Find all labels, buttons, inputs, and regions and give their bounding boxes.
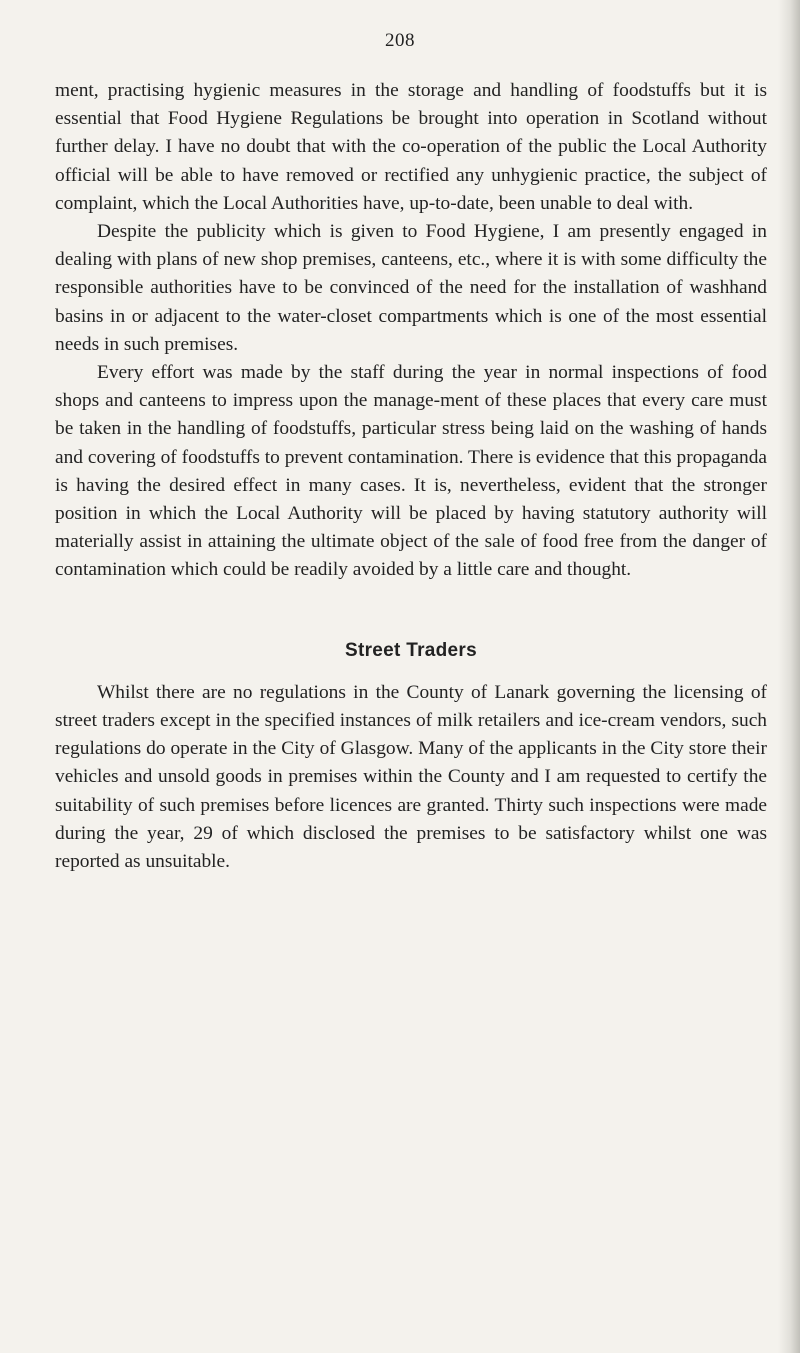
body-text bbox=[55, 77, 767, 876]
paragraph-continuation: ment, practising hygienic measures in the storage and handling of foodstuffs but it is essential that Food Hygiene Regulations be brought into operation in Scotland without further delay. I have no doubt that with the co-operation of the public the Local Authority official will be able to have removed or rectified any unhygienic practice, the subject of complaint, which the Local Authorities have, up-to-date, been unable to deal with. bbox=[55, 80, 767, 214]
paragraph-inspections-effort: Every effort was made by the staff during the year in normal inspections of food shops and canteens to impress upon the manage-ment of these places that every care must be taken in the handling of foodstuffs, particular stress being laid on the washing of hands and covering of foodstuffs to prevent contamination. There is evidence that this propaganda is having the desired effect in many cases. It is, nevertheless, evident that the stronger position in which the Local Authority will be placed by having statutory authority will materially assist in attaining the ultimate object of the sale of food free from the danger of contamination which could be readily avoided by a little care and thought. bbox=[55, 362, 767, 581]
section-heading: Street Traders bbox=[345, 639, 477, 661]
page-edge-shadow bbox=[778, 0, 800, 1353]
paragraph-food-hygiene-publicity: Despite the publicity which is given to Food Hygiene, I am presently engaged in dealing with plans of new shop premises, canteens, etc., where it is with some difficulty the responsible authorities have to be convinced of the need for the installation of washhand basins in or adjacent to the water-closet compartments which is one of the most essential needs in such premises. bbox=[55, 221, 767, 355]
page-number: 208 bbox=[385, 30, 415, 51]
paragraph-street-traders: Whilst there are no regulations in the County of Lanark governing the licensing of street traders except in the specified instances of milk retailers and ice-cream vendors, such regulations do operate in the City of Glasgow. Many of the applicants in the City store their vehicles and unsold goods in premises within the County and I am requested to certify the suitability of such premises before licences are granted. Thirty such inspections were made during the year, 29 of which disclosed the premises to be satisfactory whilst one was reported as unsuitable. bbox=[55, 681, 767, 873]
